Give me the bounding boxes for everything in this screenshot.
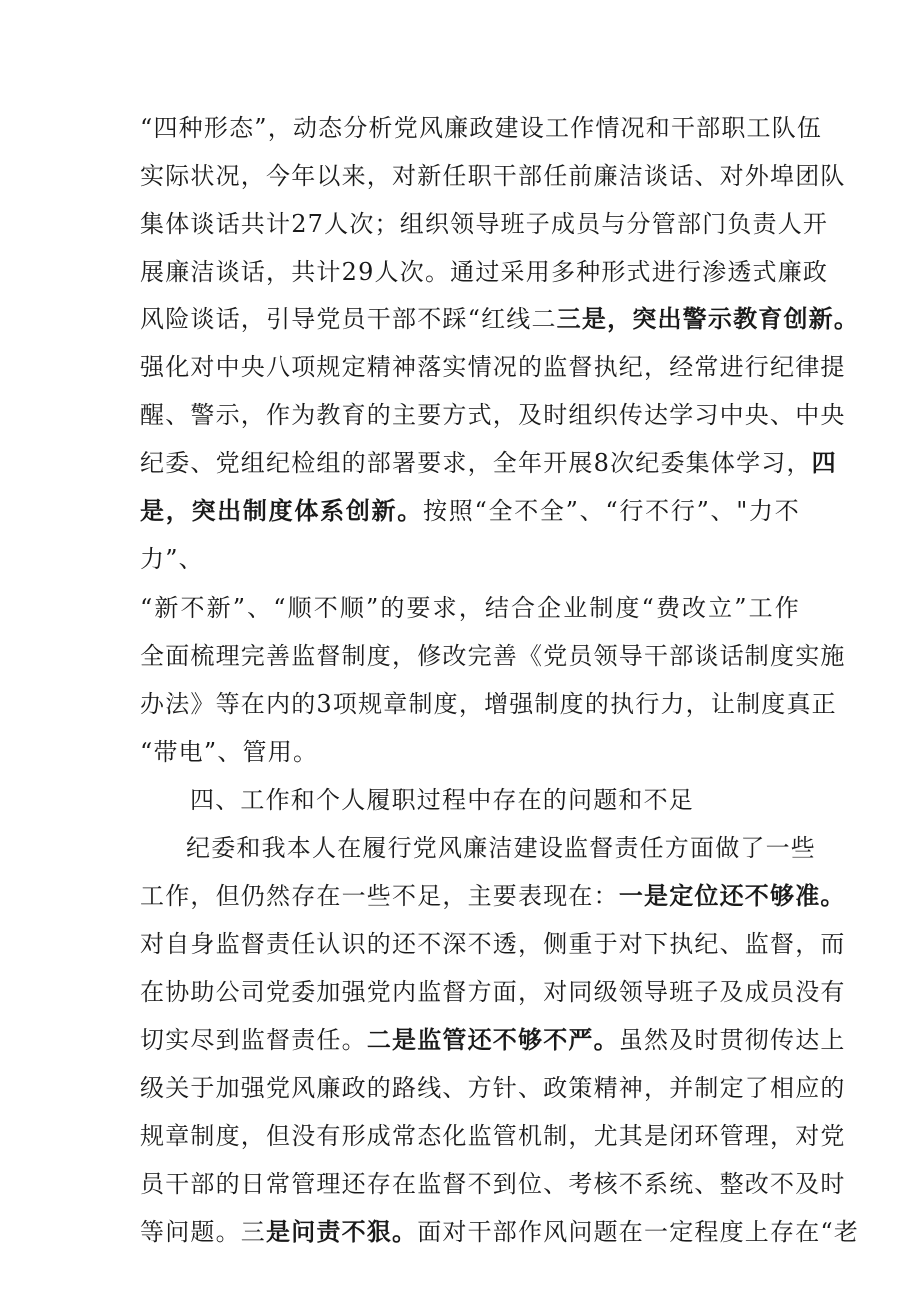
text-line xyxy=(140,876,846,916)
text-run: 工作，但仍然存在一些不足，主要表现在： xyxy=(140,882,619,910)
text-line xyxy=(140,1164,846,1204)
bold-text-run: 一是定位还不够准。 xyxy=(618,881,846,910)
text-line xyxy=(140,347,846,387)
text-line xyxy=(140,395,846,435)
text-run: 按照“全不全”、“行不行”、"力不 xyxy=(423,497,800,525)
text-run: 规章制度，但没有形成常态化监管机制，尤其是闭环管理，对党 xyxy=(140,1122,846,1150)
text-line xyxy=(140,636,846,676)
text-line xyxy=(140,1068,846,1108)
text-line xyxy=(140,924,846,964)
text-run: 风险谈话，引导党员干部不踩“红线二 xyxy=(140,305,557,333)
text-run: 切实尽到监督责任。 xyxy=(140,1026,367,1054)
text-run: “新不新”、“顺不顺”的要求，结合企业制度“费改立”工作 xyxy=(140,594,800,622)
text-line xyxy=(140,252,829,292)
text-run: 面对干部作风问题在一定程度上存在“老 xyxy=(417,1218,860,1246)
bold-text-run: 四 xyxy=(811,448,837,477)
text-line xyxy=(140,108,823,148)
text-line xyxy=(140,491,800,531)
text-line xyxy=(140,156,846,196)
text-run: 力”、 xyxy=(140,545,204,573)
text-line xyxy=(140,972,846,1012)
text-line xyxy=(140,443,837,483)
text-run: 纪委和我本人在履行党风廉洁建设监督责任方面做了一些 xyxy=(186,834,816,862)
text-run: “四种形态”，动态分析党风廉政建设工作情况和干部职工队伍 xyxy=(140,114,823,142)
text-run: 纪委、党组纪检组的部署要求，全年开展8次纪委集体学习， xyxy=(140,449,812,477)
text-line xyxy=(140,732,800,772)
text-line xyxy=(140,588,800,628)
text-line xyxy=(140,1212,860,1252)
text-run: 员干部的日常管理还存在监督不到位、考核不系统、整改不及时 xyxy=(140,1170,846,1198)
bold-text-run: 二是监管还不够不严。 xyxy=(366,1025,619,1054)
text-run: 等问题。三 xyxy=(140,1218,266,1246)
text-line xyxy=(140,684,837,724)
text-run: 级关于加强党风廉政的路线、方针、政策精神，并制定了相应的 xyxy=(140,1074,846,1102)
text-run: 在协助公司党委加强党内监督方面，对同级领导班子及成员没有 xyxy=(140,978,846,1006)
text-run: 对自身监督责任认识的还不深不透，侧重于对下执纪、监督，而 xyxy=(140,930,846,958)
section-heading xyxy=(190,780,850,820)
text-line xyxy=(140,299,860,339)
text-run: 醒、警示，作为教育的主要方式，及时组织传达学习中央、中央 xyxy=(140,401,846,429)
text-run: 四、工作和个人履职过程中存在的问题和不足 xyxy=(190,786,694,814)
text-line xyxy=(186,828,816,868)
text-run: 强化对中央八项规定精神落实情况的监督执纪，经常进行纪律提 xyxy=(140,353,846,381)
text-run: “带电”、管用。 xyxy=(140,738,319,766)
bold-text-run: 是问责不狠。 xyxy=(266,1217,418,1246)
text-run: 全面梳理完善监督制度，修改完善《党员领导干部谈话制度实施 xyxy=(140,642,846,670)
text-run: 展廉洁谈话，共计29人次。通过采用多种形式进行渗透式廉政 xyxy=(140,258,829,286)
bold-text-run: 三是，突出警示教育创新。 xyxy=(556,304,860,333)
text-line xyxy=(140,1116,846,1156)
text-line xyxy=(140,204,829,244)
text-run: 办法》等在内的3项规章制度，增强制度的执行力，让制度真正 xyxy=(140,690,837,718)
text-run: 虽然及时贯彻传达上 xyxy=(618,1026,846,1054)
text-line xyxy=(140,539,800,579)
text-run: 实际状况，今年以来，对新任职干部任前廉洁谈话、对外埠团队 xyxy=(140,162,846,190)
text-run: 集体谈话共计27人次；组织领导班子成员与分管部门负责人开 xyxy=(140,210,829,238)
bold-text-run: 是，突出制度体系创新。 xyxy=(140,496,424,525)
text-line xyxy=(140,1020,846,1060)
